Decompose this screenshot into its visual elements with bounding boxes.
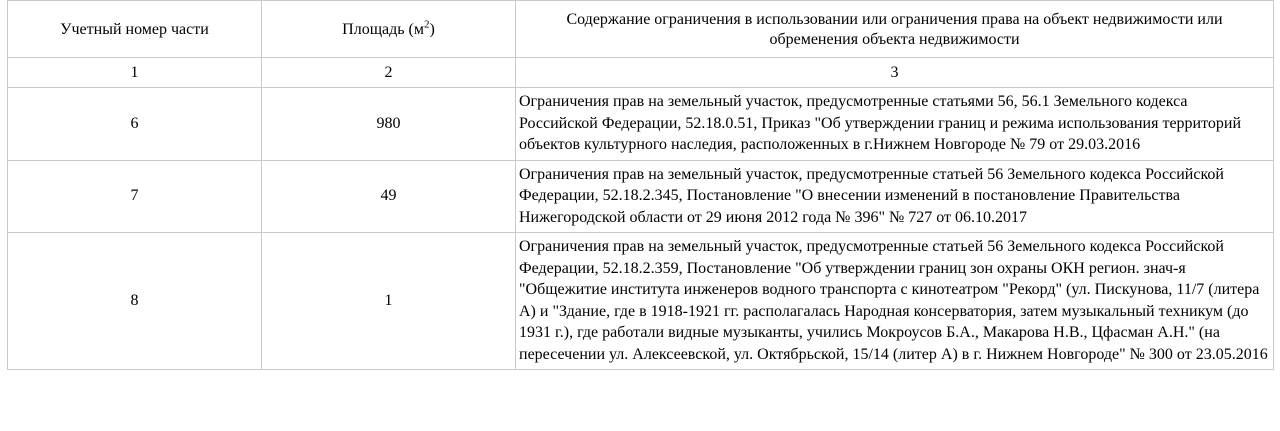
row-area: 49 [262,160,516,233]
encumbrance-table [7,0,1274,370]
row-part-number: 6 [8,88,262,161]
row-content: Ограничения прав на земельный участок, предусмотренные статьями 56, 56.1 Земельного кодекса Российской Федерации, 52.18.0.51, Приказ "Об утверждении границ и режима использования территорий объектов культурного наследия, расположенных в г.Нижнем Новгороде № 79 от 29.03.2016 [516,88,1274,161]
table-row [8,233,1274,370]
header-area-prefix: Площадь (м [342,20,425,38]
row-area: 980 [262,88,516,161]
table-row [8,88,1274,161]
header-content: Содержание ограничения в использовании или ограничения права на объект недвижимости или обременения объекта недвижимости [516,1,1274,58]
table-row [8,160,1274,233]
table-body [8,58,1274,370]
row-content: Ограничения прав на земельный участок, предусмотренные статьей 56 Земельного кодекса Российской Федерации, 52.18.2.345, Постановление "О внесении изменений в постановление Правительства Нижегородской области от 29 июня 2012 года № 396" № 727 от 06.10.2017 [516,160,1274,233]
row-part-number: 8 [8,233,262,370]
header-area-suffix: ) [429,20,435,38]
index-cell-1: 1 [8,58,262,88]
row-content: Ограничения прав на земельный участок, предусмотренные статьей 56 Земельного кодекса Российской Федерации, 52.18.2.359, Постановление "Об утверждении границ зон охраны ОКН регион. знач-я "Общежитие института инженеров водного транспорта с кинотеатром "Рекорд" (ул. Пискунова, 11/7 (литера А) и "Здание, где в 1918-1921 гг. располагалась Народная консерватория, затем музыкальный техникум (до 1931 г.), где работали видные музыканты, учились Мокроусов Б.А., Макарова Н.В., Цфасман А.Н." (на пересечении ул. Алексеевской, ул. Октябрьской, 15/14 (литер А) в г. Нижнем Новгороде" № 300 от 23.05.2016 [516,233,1274,370]
table-header [8,1,1274,58]
index-cell-3: 3 [516,58,1274,88]
index-row [8,58,1274,88]
header-row [8,1,1274,58]
header-part-number: Учетный номер части [8,1,262,58]
header-area [262,1,516,58]
header-area-sup: 2 [424,18,430,31]
row-area: 1 [262,233,516,370]
index-cell-2: 2 [262,58,516,88]
row-part-number: 7 [8,160,262,233]
encumbrance-table-container [7,0,1273,370]
